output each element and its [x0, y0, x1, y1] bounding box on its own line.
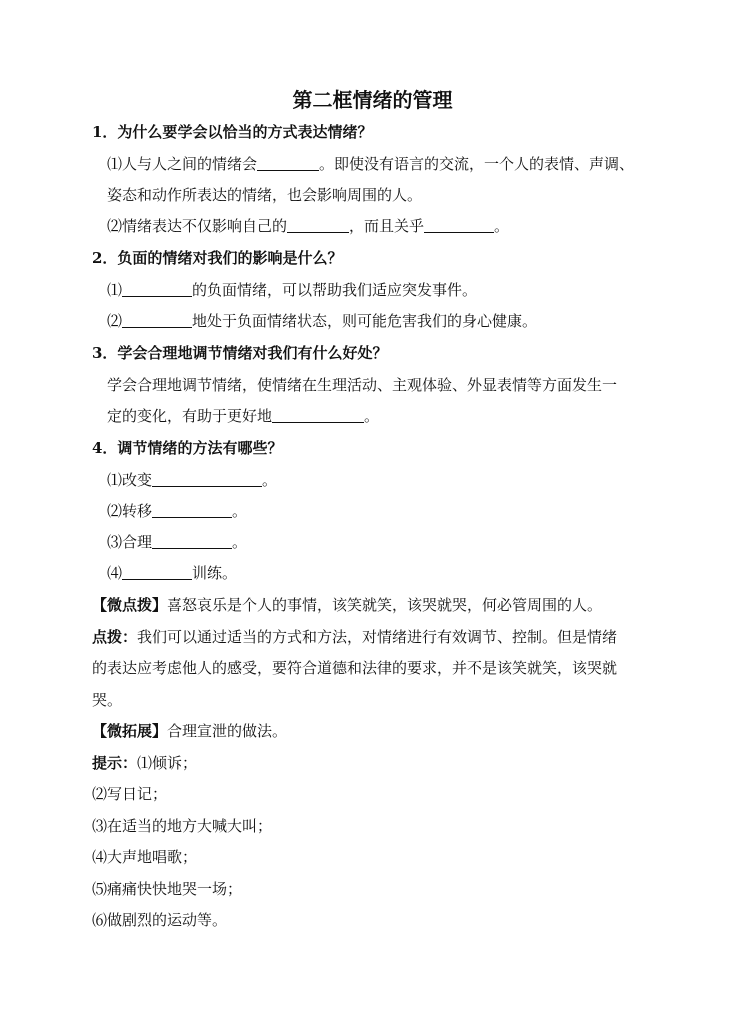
dianbo-line-3: 哭。	[92, 691, 123, 709]
weituozhan-section: 【微拓展】合理宣泄的做法。	[92, 722, 288, 740]
q1-point-1: ⑴人与人之间的情绪会 。即使没有语言的交流，一个人的表情、声调、	[107, 155, 635, 173]
fill-blank[interactable]	[122, 312, 192, 328]
page-title: 第二框情绪的管理	[292, 88, 453, 112]
list-item: ⑵写日记；	[92, 785, 168, 803]
question-2-heading: 2．负面的情绪对我们的影响是什么？	[92, 249, 343, 267]
q4-method-2: ⑵转移 。	[107, 502, 248, 520]
fill-blank[interactable]	[122, 281, 192, 297]
q4-method-4: ⑷ 训练。	[107, 564, 238, 582]
question-3-heading: 3．学会合理地调节情绪对我们有什么好处？	[92, 344, 388, 362]
list-item: ⑹做剧烈的运动等。	[92, 911, 228, 929]
fill-blank[interactable]	[287, 217, 349, 233]
q1-point-2: ⑵情绪表达不仅影响自己的 ，而且关乎 。	[107, 217, 510, 235]
q4-method-1: ⑴改变 。	[107, 471, 278, 489]
fill-blank[interactable]	[152, 471, 262, 487]
fill-blank[interactable]	[122, 564, 192, 580]
dianbo-line-1: 点拨：我们可以通过适当的方式和方法，对情绪进行有效调节、控制。但是情绪	[92, 628, 618, 646]
list-item: ⑸痛痛快快地哭一场；	[92, 880, 243, 898]
dianbo-label: 点拨：	[92, 628, 138, 646]
fill-blank[interactable]	[152, 502, 232, 518]
weidianbo-label: 【微点拨】	[92, 596, 168, 614]
q2-point-1: ⑴ 的负面情绪，可以帮助我们适应突发事件。	[107, 281, 478, 299]
question-4-heading: 4．调节情绪的方法有哪些？	[92, 439, 283, 457]
dianbo-line-2: 的表达应考虑他人的感受，要符合道德和法律的要求，并不是该笑就笑，该哭就	[92, 659, 618, 677]
question-1-heading: 1．为什么要学会以恰当的方式表达情绪？	[92, 123, 373, 141]
q4-method-3: ⑶合理 。	[107, 533, 248, 551]
q3-answer-line-1: 学会合理地调节情绪，使情绪在生理活动、主观体验、外显表情等方面发生一	[107, 376, 618, 394]
q3-answer-line-2: 定的变化，有助于更好地 。	[107, 407, 380, 425]
fill-blank[interactable]	[272, 407, 364, 423]
fill-blank[interactable]	[152, 533, 232, 549]
fill-blank[interactable]	[257, 155, 319, 171]
list-item: ⑶在适当的地方大喊大叫；	[92, 817, 273, 835]
weidianbo-section: 【微点拨】喜怒哀乐是个人的事情，该笑就笑，该哭就哭，何必管周围的人。	[92, 596, 603, 614]
tishi-label: 提示：	[92, 754, 138, 772]
q2-point-2: ⑵ 地处于负面情绪状态，则可能危害我们的身心健康。	[107, 312, 538, 330]
q1-point-1-cont: 姿态和动作所表达的情绪，也会影响周围的人。	[107, 186, 423, 204]
fill-blank[interactable]	[424, 217, 494, 233]
tishi-line: 提示：⑴倾诉；	[92, 754, 198, 772]
list-item: ⑷大声地唱歌；	[92, 848, 198, 866]
weituozhan-label: 【微拓展】	[92, 722, 168, 740]
